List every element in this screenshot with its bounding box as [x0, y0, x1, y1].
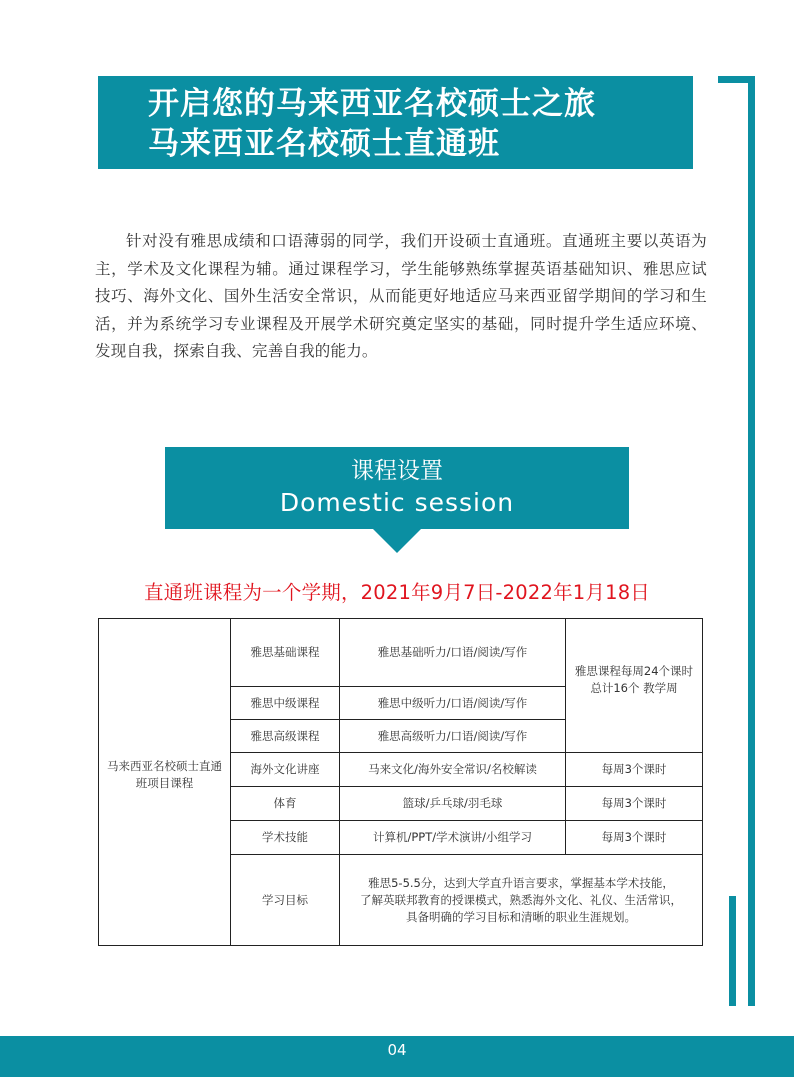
course-name: 雅思中级课程 — [231, 687, 340, 720]
course-hours: 每周3个课时 — [566, 753, 703, 787]
course-table — [98, 618, 703, 946]
course-hours: 每周3个课时 — [566, 821, 703, 855]
page-footer — [0, 1036, 794, 1077]
course-name: 雅思高级课程 — [231, 720, 340, 753]
course-content: 雅思中级听力/口语/阅读/写作 — [340, 687, 566, 720]
section-title-cn: 课程设置 — [351, 458, 443, 484]
program-group-cell: 马来西亚名校硕士直通班项目课程 — [99, 619, 231, 946]
page-number: 04 — [387, 1041, 407, 1059]
goal-line-1: 雅思5-5.5分，达到大学直升语言要求，掌握基本学术技能， — [368, 875, 674, 890]
table-row — [99, 619, 703, 687]
course-hours: 每周3个课时 — [566, 787, 703, 821]
course-content: 马来文化/海外安全常识/名校解读 — [340, 753, 566, 787]
section-header — [165, 447, 629, 529]
course-content: 计算机/PPT/学术演讲/小组学习 — [340, 821, 566, 855]
term-note: 直通班课程为一个学期，2021年9月7日-2022年1月18日 — [143, 581, 651, 604]
ielts-hours-line-1: 雅思课程每周24个课时 — [574, 664, 694, 678]
decorative-bar-inner — [729, 896, 736, 1006]
course-content: 雅思高级听力/口语/阅读/写作 — [340, 720, 566, 753]
section-title-en: Domestic session — [279, 488, 515, 517]
ielts-hours-cell — [566, 619, 703, 753]
title-banner — [98, 76, 693, 169]
goal-description — [340, 855, 703, 946]
course-name: 体育 — [231, 787, 340, 821]
course-content: 篮球/乒乓球/羽毛球 — [340, 787, 566, 821]
decorative-bar-outer — [748, 76, 755, 1006]
course-name: 海外文化讲座 — [231, 753, 340, 787]
goal-line-3: 具备明确的学习目标和清晰的职业生涯规划。 — [406, 909, 636, 924]
ielts-hours-line-2: 总计16个 教学周 — [590, 681, 678, 695]
title-line-1: 开启您的马来西亚名校硕士之旅 — [148, 86, 596, 122]
course-name: 雅思基础课程 — [231, 619, 340, 687]
goal-line-2: 了解英联邦教育的授课模式，熟悉海外文化、礼仪、生活常识， — [360, 892, 682, 907]
goal-label: 学习目标 — [231, 855, 340, 946]
course-name: 学术技能 — [231, 821, 340, 855]
course-content: 雅思基础听力/口语/阅读/写作 — [340, 619, 566, 687]
intro-paragraph: 针对没有雅思成绩和口语薄弱的同学，我们开设硕士直通班。直通班主要以英语为主，学术及文化课程为辅。通过课程学习，学生能够熟练掌握英语基础知识、雅思应试技巧、海外文化、国外生活安全常识，从而能更好地适应马来西亚留学期间的学习和生活，并为系统学习专业课程及开展学术研究奠定坚实的基础，同时提升学生适应环境、发现自我，探索自我、完善自我的能力。 — [95, 232, 707, 360]
title-line-2: 马来西亚名校硕士直通班 — [148, 126, 500, 162]
triangle-down-icon — [373, 529, 421, 553]
